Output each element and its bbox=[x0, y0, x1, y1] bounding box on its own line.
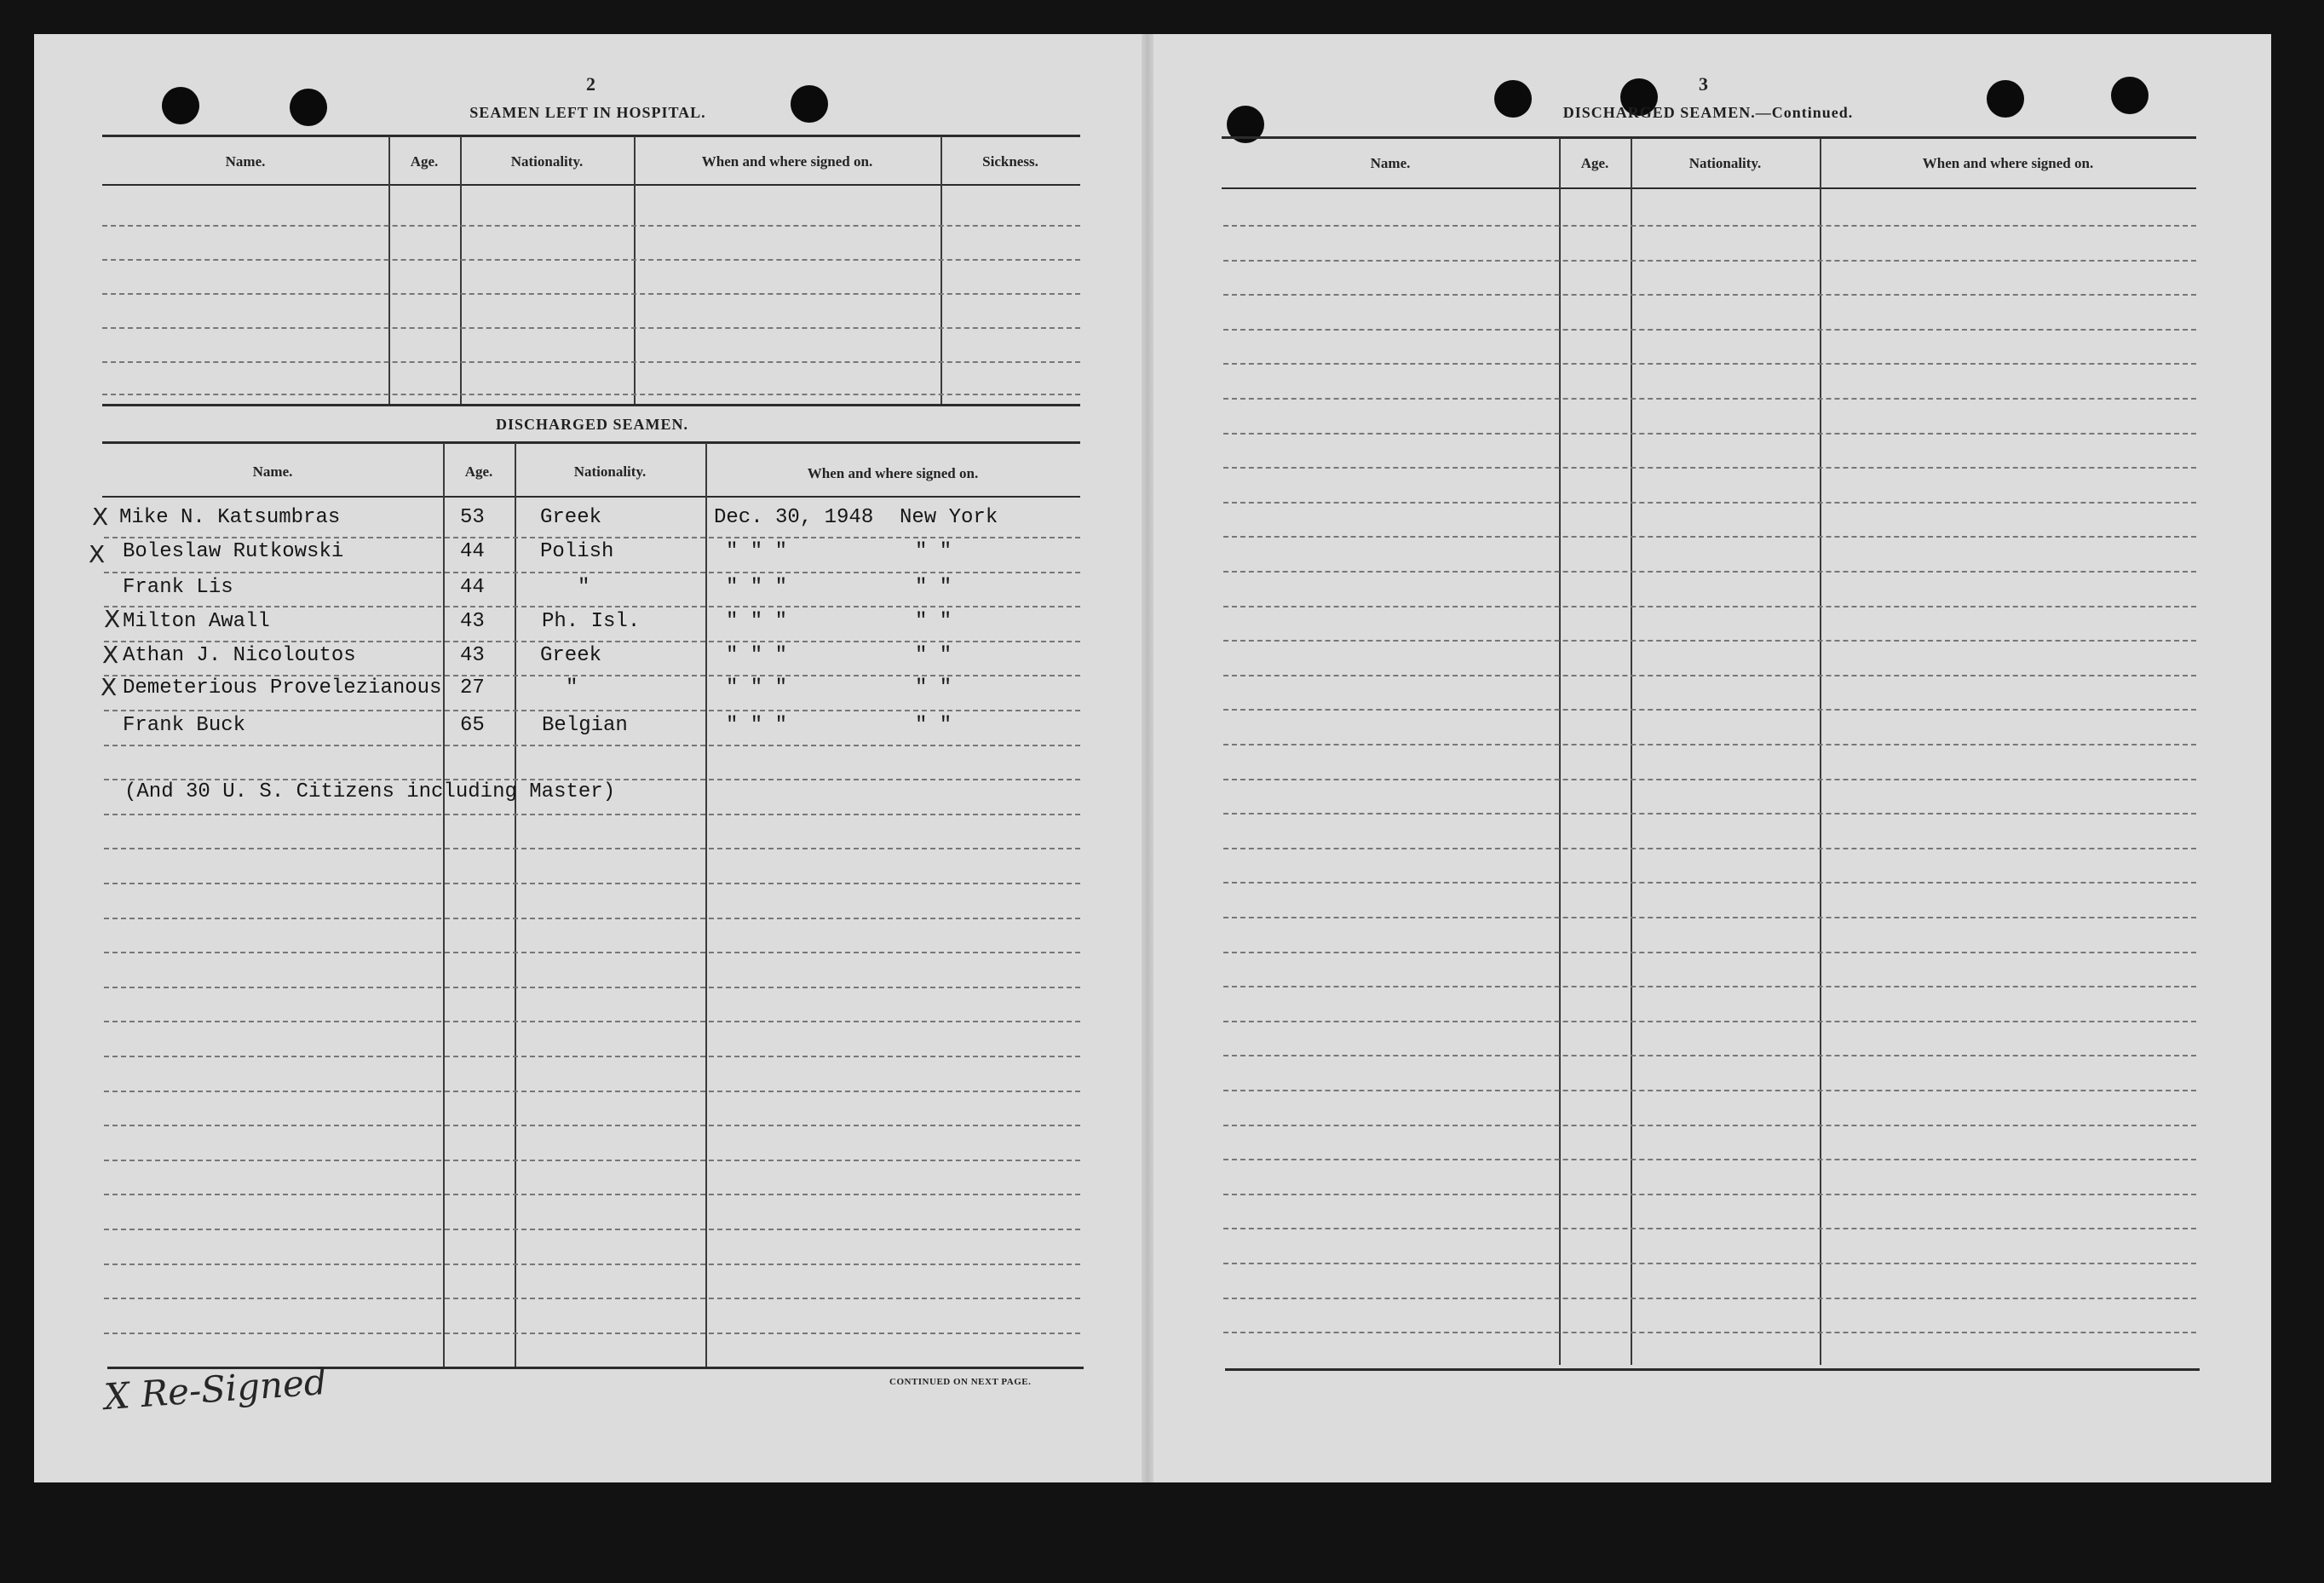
row-rule-line bbox=[104, 1229, 1080, 1230]
row-rule-line bbox=[104, 1298, 1080, 1299]
row-rule-line bbox=[1223, 779, 2196, 780]
row-rule-line bbox=[1223, 225, 2196, 227]
row-rule-line bbox=[1223, 675, 2196, 676]
row-rule-line bbox=[1223, 1194, 2196, 1195]
row-rule-line bbox=[1223, 606, 2196, 607]
resigned-mark: X bbox=[101, 673, 118, 701]
row-rule-line bbox=[1223, 1228, 2196, 1229]
seaman-signed-place: " " bbox=[915, 610, 952, 633]
punch-hole bbox=[2111, 77, 2149, 114]
seaman-signed-date: " " " bbox=[726, 676, 788, 699]
row-rule-line bbox=[1223, 467, 2196, 469]
row-rule-line bbox=[1223, 398, 2196, 400]
seaman-signed-place: " " bbox=[915, 540, 952, 563]
seaman-name: Milton Awall bbox=[123, 610, 270, 633]
hospital-col-sickness: Sickness. bbox=[982, 153, 1038, 170]
seaman-age: 44 bbox=[460, 540, 485, 563]
row-rule-line bbox=[104, 1091, 1080, 1092]
row-rule-line bbox=[104, 572, 1080, 573]
row-rule-line bbox=[104, 918, 1080, 919]
right-table-header-rule bbox=[1222, 187, 2196, 189]
right-col-signed-on: When and where signed on. bbox=[1922, 155, 2094, 171]
page-number-left: 2 bbox=[586, 73, 595, 95]
hospital-col-divider bbox=[388, 136, 390, 404]
resigned-mark: X bbox=[89, 540, 106, 568]
row-rule-line bbox=[104, 1194, 1080, 1195]
handwritten-resigned-note: X Re-Signed bbox=[102, 1360, 329, 1419]
row-rule-line bbox=[1223, 848, 2196, 849]
discharged-section-title: DISCHARGED SEAMEN. bbox=[495, 416, 689, 433]
row-rule-line bbox=[104, 537, 1080, 538]
row-rule-line bbox=[104, 606, 1080, 607]
hospital-row-line bbox=[102, 361, 1080, 363]
discharged-col-name: Name. bbox=[252, 463, 293, 480]
row-rule-line bbox=[1223, 363, 2196, 365]
row-rule-line bbox=[104, 848, 1080, 849]
row-rule-line bbox=[1223, 433, 2196, 435]
hospital-table-top-rule bbox=[102, 135, 1080, 137]
page-fold bbox=[1142, 34, 1153, 1482]
row-rule-line bbox=[1223, 294, 2196, 296]
row-rule-line bbox=[1223, 640, 2196, 642]
seaman-name: Frank Lis bbox=[123, 576, 233, 599]
punch-hole bbox=[1987, 80, 2024, 118]
row-rule-line bbox=[1223, 1055, 2196, 1056]
hospital-table-bottom-rule bbox=[102, 404, 1080, 406]
hospital-col-signed-on: When and where signed on. bbox=[701, 153, 873, 170]
seaman-age: 27 bbox=[460, 676, 485, 699]
row-rule-line bbox=[104, 952, 1080, 953]
continued-footer: CONTINUED ON NEXT PAGE. bbox=[889, 1377, 1032, 1387]
seaman-name: Mike N. Katsumbras bbox=[119, 506, 341, 529]
row-rule-line bbox=[104, 987, 1080, 988]
right-col-divider bbox=[1559, 138, 1561, 1365]
seaman-name: Athan J. Nicoloutos bbox=[123, 644, 356, 667]
seaman-age: 65 bbox=[460, 714, 485, 737]
discharged-col-signed-on: When and where signed on. bbox=[807, 465, 979, 481]
seaman-signed-place: " " bbox=[915, 576, 952, 599]
row-rule-line bbox=[1223, 1090, 2196, 1091]
hospital-section-title: SEAMEN LEFT IN HOSPITAL. bbox=[469, 104, 706, 121]
hospital-table-header-rule bbox=[102, 184, 1080, 186]
punch-hole bbox=[290, 89, 327, 126]
seaman-nationality: Ph. Isl. bbox=[542, 610, 641, 633]
hospital-row-line bbox=[102, 293, 1080, 295]
hospital-col-nationality: Nationality. bbox=[510, 153, 584, 170]
row-rule-line bbox=[104, 1056, 1080, 1057]
resigned-mark: X bbox=[102, 641, 119, 669]
row-rule-line bbox=[104, 1160, 1080, 1161]
row-rule-line bbox=[104, 745, 1080, 746]
row-rule-line bbox=[1223, 260, 2196, 262]
discharged-table-top-rule bbox=[102, 441, 1080, 444]
discharged-col-age: Age. bbox=[464, 463, 493, 480]
seaman-nationality: Greek bbox=[540, 644, 602, 667]
discharged-table-header-rule bbox=[102, 496, 1080, 498]
seaman-age: 53 bbox=[460, 506, 485, 529]
seaman-signed-date: " " " bbox=[726, 576, 788, 599]
resigned-mark: X bbox=[92, 503, 109, 531]
row-rule-line bbox=[1223, 813, 2196, 815]
row-rule-line bbox=[1223, 1263, 2196, 1264]
row-rule-line bbox=[1223, 1332, 2196, 1333]
seaman-age: 44 bbox=[460, 576, 485, 599]
row-rule-line bbox=[1223, 571, 2196, 573]
seaman-signed-date: Dec. 30, 1948 bbox=[714, 506, 874, 529]
hospital-row-line bbox=[102, 327, 1080, 329]
citizens-note: (And 30 U. S. Citizens including Master) bbox=[124, 780, 616, 803]
seaman-name: Demeterious Provelezianous bbox=[123, 676, 442, 699]
row-rule-line bbox=[1223, 917, 2196, 918]
row-rule-line bbox=[1223, 502, 2196, 504]
hospital-col-divider bbox=[634, 136, 636, 404]
right-table-bottom-rule bbox=[1225, 1368, 2200, 1371]
hospital-col-age: Age. bbox=[410, 153, 439, 170]
row-rule-line bbox=[1223, 329, 2196, 331]
seaman-signed-date: " " " bbox=[726, 540, 788, 563]
row-rule-line bbox=[104, 1264, 1080, 1265]
row-rule-line bbox=[104, 641, 1080, 642]
row-rule-line bbox=[104, 883, 1080, 884]
seaman-signed-date: " " " bbox=[726, 610, 788, 633]
row-rule-line bbox=[1223, 882, 2196, 884]
seaman-nationality: " bbox=[566, 676, 578, 699]
row-rule-line bbox=[1223, 709, 2196, 711]
row-rule-line bbox=[1223, 536, 2196, 538]
row-rule-line bbox=[104, 814, 1080, 815]
row-rule-line bbox=[1223, 986, 2196, 987]
row-rule-line bbox=[1223, 1021, 2196, 1022]
right-section-title: DISCHARGED SEAMEN.—Continued. bbox=[1562, 104, 1854, 121]
row-rule-line bbox=[104, 1021, 1080, 1022]
hospital-col-name: Name. bbox=[225, 153, 266, 170]
row-rule-line bbox=[104, 710, 1080, 711]
seaman-signed-date: " " " bbox=[726, 644, 788, 667]
seaman-signed-date: " " " bbox=[726, 714, 788, 737]
seaman-name: Frank Buck bbox=[123, 714, 246, 737]
hospital-row-line bbox=[102, 394, 1080, 395]
right-col-divider bbox=[1631, 138, 1632, 1365]
seaman-signed-place: " " bbox=[915, 644, 952, 667]
resigned-mark: X bbox=[104, 605, 121, 633]
right-col-age: Age. bbox=[1580, 155, 1609, 171]
seaman-nationality: " bbox=[578, 576, 590, 599]
discharged-col-nationality: Nationality. bbox=[573, 463, 647, 480]
hospital-row-line bbox=[102, 225, 1080, 227]
hospital-row-line bbox=[102, 259, 1080, 261]
row-rule-line bbox=[1223, 1159, 2196, 1160]
right-col-nationality: Nationality. bbox=[1688, 155, 1762, 171]
punch-hole bbox=[162, 87, 199, 124]
seaman-nationality: Belgian bbox=[542, 714, 628, 737]
seaman-nationality: Greek bbox=[540, 506, 602, 529]
seaman-age: 43 bbox=[460, 610, 485, 633]
row-rule-line bbox=[1223, 744, 2196, 745]
seaman-age: 43 bbox=[460, 644, 485, 667]
row-rule-line bbox=[104, 1125, 1080, 1126]
seaman-name: Boleslaw Rutkowski bbox=[123, 540, 344, 563]
row-rule-line bbox=[1223, 952, 2196, 953]
seaman-nationality: Polish bbox=[540, 540, 614, 563]
page-number-right: 3 bbox=[1699, 73, 1708, 95]
row-rule-line bbox=[1223, 1125, 2196, 1126]
row-rule-line bbox=[104, 1333, 1080, 1334]
hospital-col-divider bbox=[941, 136, 942, 404]
right-col-divider bbox=[1820, 138, 1821, 1365]
seaman-signed-place: New York bbox=[900, 506, 998, 529]
seaman-signed-place: " " bbox=[915, 676, 952, 699]
right-col-name: Name. bbox=[1370, 155, 1411, 171]
row-rule-line bbox=[1223, 1298, 2196, 1299]
right-table-top-rule bbox=[1222, 136, 2196, 139]
hospital-col-divider bbox=[460, 136, 462, 404]
seaman-signed-place: " " bbox=[915, 714, 952, 737]
